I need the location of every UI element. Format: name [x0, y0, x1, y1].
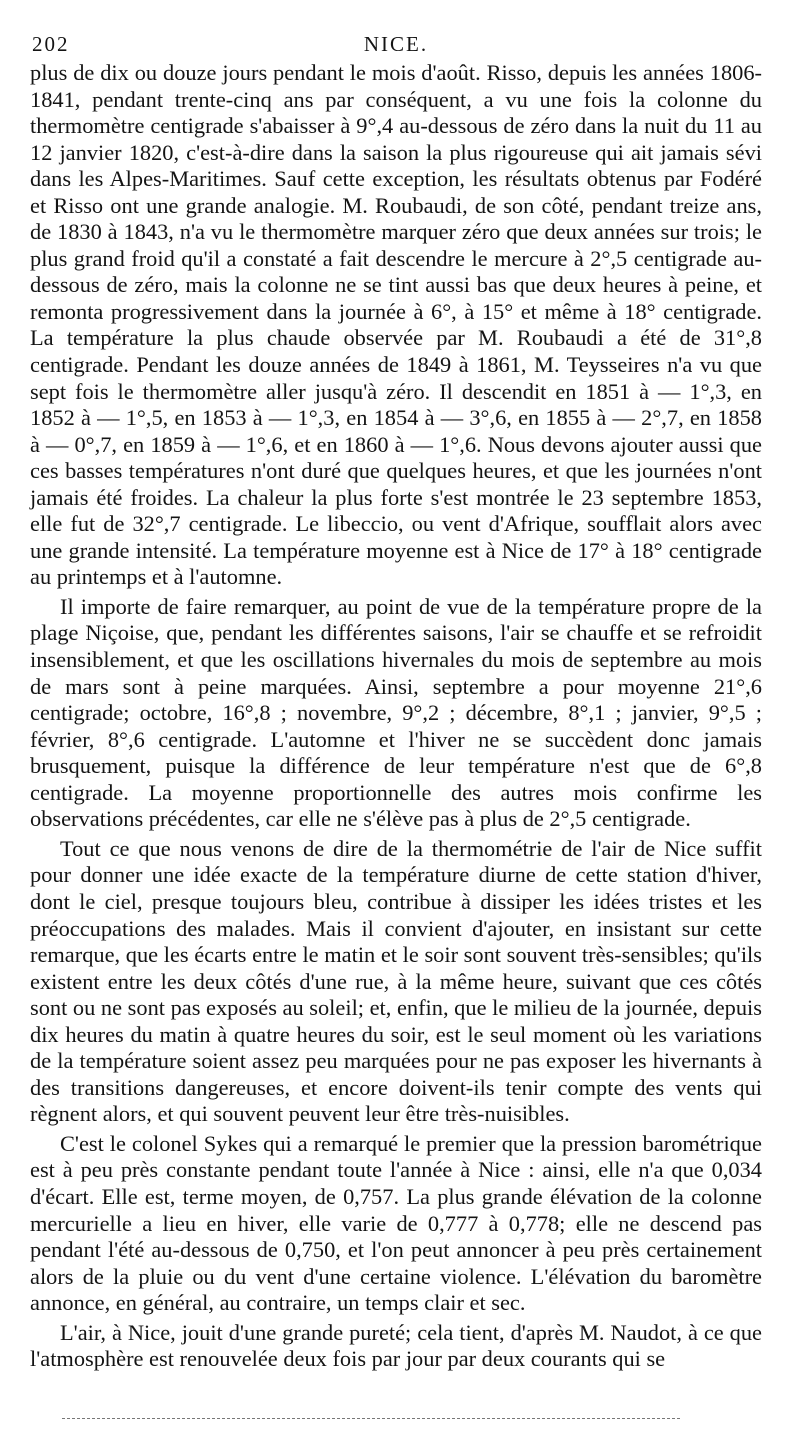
- paragraph: C'est le colonel Sykes qui a remarqué le premier que la pression barométrique est à peu près constante pendant toute l'année à Nice : ainsi, elle n'a que 0,034 d'écart. Elle est, terme moyen, de 0,757. La plus grande élévation de la colonne mercurielle a lieu en hiver, elle varie de 0,777 à 0,778; elle ne descend pas pendant l'été au-dessous de 0,750, et l'on peut annoncer à peu près certainement alors de la pluie ou du vent d'une certaine violence. L'élévation du baromètre annonce, en général, au contraire, un temps clair et sec.: [30, 1130, 762, 1316]
- footer-rule: [62, 1418, 680, 1419]
- paragraph: Tout ce que nous venons de dire de la thermométrie de l'air de Nice suffit pour donner une idée exacte de la température diurne de cette station d'hiver, dont le ciel, presque toujours bleu, contribue à dissiper les idées tristes et les préoccupations des malades. Mais il convient d'ajouter, en insistant sur cette remarque, que les écarts entre le matin et le soir sont souvent très-sensibles; qu'ils existent entre les deux côtés d'une rue, à la même heure, suivant que ces côtés sont ou ne sont pas exposés au soleil; et, enfin, que le milieu de la journée, depuis dix heures du matin à quatre heures du soir, est le seul moment où les variations de la température soient assez peu marquées pour ne pas exposer les hivernants à des transitions dangereuses, et encore doivent-ils tenir compte des vents qui règnent alors, et qui souvent peuvent leur être très-nuisibles.: [30, 835, 762, 1127]
- paragraph: L'air, à Nice, jouit d'une grande pureté; cela tient, d'après M. Naudot, à ce que l'atmosphère est renouvelée deux fois par jour par deux courants qui se: [30, 1319, 762, 1372]
- page-header: [30, 28, 762, 60]
- page-number: 202: [32, 32, 70, 56]
- paragraph: Il importe de faire remarquer, au point de vue de la température propre de la plage Niçoise, que, pendant les différentes saisons, l'air se chauffe et se refroidit insensiblement, et que les oscillations hivernales du mois de septembre au mois de mars sont à peine marquées. Ainsi, septembre a pour moyenne 21°,6 centigrade; octobre, 16°,8 ; novembre, 9°,2 ; décembre, 8°,1 ; janvier, 9°,5 ; février, 8°,6 centigrade. L'automne et l'hiver ne se succèdent donc jamais brusquement, puisque la différence de leur température n'est que de 6°,8 centigrade. La moyenne proportionnelle des autres mois confirme les observations précédentes, car elle ne s'élève pas à plus de 2°,5 centigrade.: [30, 593, 762, 832]
- paragraph: plus de dix ou douze jours pendant le mois d'août. Risso, depuis les années 1806-1841, pendant trente-cinq ans par conséquent, a vu une fois la colonne du thermomètre centigrade s'abaisser à 9°,4 au-dessous de zéro dans la nuit du 11 au 12 janvier 1820, c'est-à-dire dans la saison la plus rigoureuse qui ait jamais sévi dans les Alpes-Maritimes. Sauf cette exception, les résultats obtenus par Fodéré et Risso ont une grande analogie. M. Roubaudi, de son côté, pendant treize ans, de 1830 à 1843, n'a vu le thermomètre marquer zéro que deux années sur trois; le plus grand froid qu'il a constaté a fait descendre le mercure à 2°,5 centigrade au-dessous de zéro, mais la colonne ne se tint aussi bas que deux heures à peine, et remonta progressivement dans la journée à 6°, à 15° et même à 18° centigrade. La température la plus chaude observée par M. Roubaudi a été de 31°,8 centigrade. Pendant les douze années de 1849 à 1861, M. Teysseires n'a vu que sept fois le thermomètre aller jusqu'à zéro. Il descendit en 1851 à — 1°,3, en 1852 à — 1°,5, en 1853 à — 1°,3, en 1854 à — 3°,6, en 1855 à — 2°,7, en 1858 à — 0°,7, en 1859 à — 1°,6, et en 1860 à — 1°,6. Nous devons ajouter aussi que ces basses températures n'ont duré que quelques heures, et que les journées n'ont jamais été froides. La chaleur la plus forte s'est montrée le 23 septembre 1853, elle fut de 32°,7 centigrade. Le libeccio, ou vent d'Afrique, soufflait alors avec une grande intensité. La température moyenne est à Nice de 17° à 18° centigrade au printemps et à l'automne.: [30, 60, 762, 590]
- running-head: NICE.: [363, 32, 429, 56]
- body-text: [30, 60, 762, 1373]
